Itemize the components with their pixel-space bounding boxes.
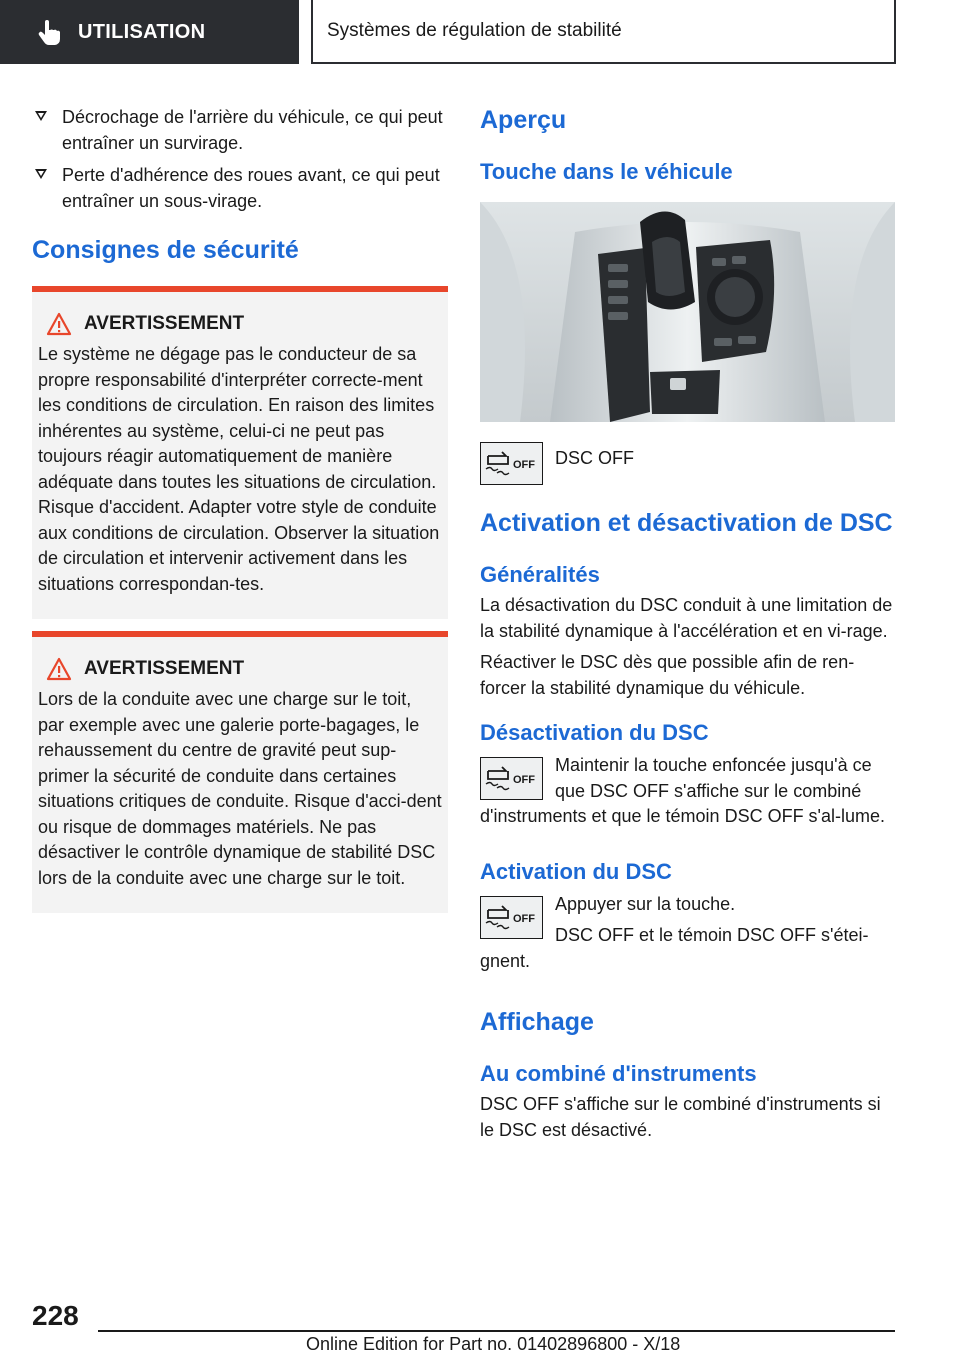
button-heading: Touche dans le véhicule [480,159,733,184]
cluster-heading: Au combiné d'instruments [480,1061,757,1086]
page-number: 228 [32,1300,79,1331]
deactivation-text: Maintenir la touche enfoncée jusqu'à ce que DSC OFF s'affiche sur le combiné d'instruments et que le témoin DSC OFF s'al-lume. [480,755,886,826]
overview-heading: Aperçu [480,106,567,134]
list-item [32,104,448,156]
cluster-text: DSC OFF s'affiche sur le combiné d'instruments si le DSC est désactivé. [480,1094,881,1140]
warning-text: Le système ne dégage pas le conducteur de sa propre responsabilité d'interpréter correcte-ment les conditions de circulation. En raison des limites inhérentes au système, celui-ci ne peut pas toujours réagir automatiquement de manière adéquate dans toutes les situations de circulation. Risque d'accident. Adapter votre style de conduite aux conditions de circulation. Observer la situation de circulation et intervenir activement dans les situations correspondan-tes. [38,344,440,594]
dsc-off-icon [480,442,543,485]
activation-dsc-heading: Activation du DSC [480,858,672,884]
deactivation-step [480,753,895,836]
deactivation-heading: Désactivation du DSC [480,720,709,745]
center-console-photo [480,202,895,422]
warning-text: Lors de la conduite avec une charge sur le toit, par exemple avec une galerie porte-bagages, le rehaussement du centre de gravité peut sup-primer la sécurité de conduite dans certaines situations critiques de conduite. Risque d'acci-dent ou risque de dommages matériels. Ne pas désactiver le contrôle dynamique de stabilité DSC lors de la conduite avec une charge sur le toit. [38,689,442,888]
svg-text:OFF: OFF [513,912,535,925]
hand-pointer-icon [36,19,62,45]
activation-heading: Activation et désactivation de DSC [480,509,893,537]
section-title: UTILISATION [78,20,206,43]
footer-divider [98,1330,895,1332]
safety-heading: Consignes de sécurité [32,236,299,264]
left-column [32,104,448,913]
warning-triangle-icon [46,657,72,681]
activation-step [480,892,895,981]
section-tab [0,0,299,64]
warning-box [32,631,448,913]
list-item-text: Perte d'adhérence des roues avant, ce qui peut entraîner un sous-virage. [62,165,440,211]
list-item-text: Décrochage de l'arrière du véhicule, ce qui peut entraîner un survirage. [62,107,443,153]
page-header [0,0,960,66]
warning-triangle-icon [46,312,72,336]
dsc-off-icon [480,757,543,800]
general-paragraph: La désactivation du DSC conduit à une limitation de la stabilité dynamique à l'accélération et en vi-rage. [480,595,893,641]
dsc-off-caption: DSC OFF [555,448,634,468]
general-heading: Généralités [480,562,600,587]
edition-text: Online Edition for Part no. 01402896800 - X/18 [306,1334,681,1354]
chapter-title: Systèmes de régulation de stabilité [311,0,896,64]
warning-title: AVERTISSEMENT [84,313,245,334]
dsc-off-icon [480,896,543,939]
svg-text:OFF: OFF [513,459,535,471]
activation-text: Appuyer sur la touche. [555,893,736,914]
activation-text: DSC OFF et le témoin DSC OFF s'étei-gnent. [480,925,869,971]
general-paragraph: Réactiver le DSC dès que possible afin de ren-forcer la stabilité dynamique du véhicule. [480,652,855,698]
warning-box [32,286,448,619]
right-column [480,104,895,1149]
display-heading: Affichage [480,1008,594,1036]
list-item [32,162,448,214]
warning-title: AVERTISSEMENT [84,658,245,679]
triangle-bullet-icon [35,169,47,179]
svg-text:OFF: OFF [513,774,535,786]
dsc-off-legend [480,438,895,485]
triangle-bullet-icon [35,111,47,121]
